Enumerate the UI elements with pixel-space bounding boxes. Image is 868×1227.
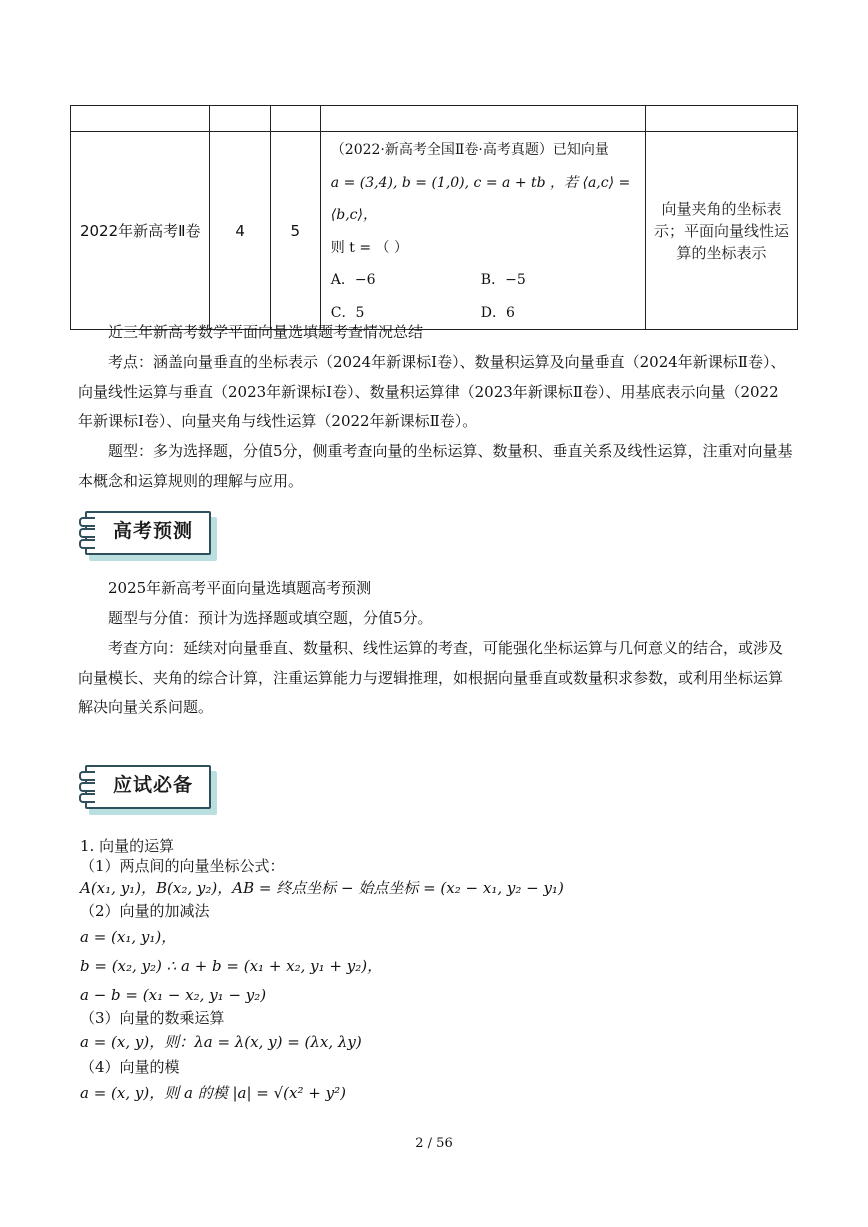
page-number: 2 / 56: [415, 1136, 453, 1151]
options-row-1: [331, 264, 637, 297]
option-c: C．5: [330, 304, 365, 321]
question-ask: 则 t = （ ）: [330, 239, 408, 256]
formula-vector-a: a = (x₁, y₁)，: [80, 928, 177, 946]
table-cell: [71, 106, 210, 132]
forecast-direction: 考查方向：延续对向量垂直、数量积、线性运算的考查，可能强化坐标运算与几何意义的结合，或涉及向量模长、夹角的综合计算，注重运算能力与逻辑推理，如根据向量垂直或数量积求参数，或利用坐标运算解决向量关系问题。: [78, 639, 784, 716]
option-b: B．−5: [480, 272, 526, 288]
section-banner-forecast: [85, 511, 217, 561]
summary-points: 考点：涵盖向量垂直的坐标表示（2024年新课标Ⅰ卷）、数量积运算及向量垂直（2024年新课标Ⅱ卷）、向量线性运算与垂直（2023年新课标Ⅰ卷）、数量积运算律（2023年新课标Ⅱ卷）、用基底表示向量（2022年新课标Ⅰ卷）、向量夹角与线性运算（2022年新课标Ⅱ卷）。: [78, 353, 786, 430]
formula-scalar-multiplication: a = (x, y)，则：λa = λ(x, y) = (λx, λy): [80, 1033, 362, 1051]
question-vectors: a = (3,4), b = (1,0), c = a + tb ，若 ⟨a,c⟩ = ⟨b,c⟩，: [330, 174, 631, 223]
table-cell: [320, 106, 645, 132]
spiral-binding-icon: [79, 528, 95, 538]
question-cell: [320, 132, 645, 330]
option-d: D．6: [480, 304, 515, 321]
exam-table: [70, 105, 798, 330]
spiral-binding-icon: [79, 539, 95, 549]
spiral-binding-icon: [79, 517, 95, 527]
section-title: 高考预测: [113, 520, 194, 542]
summary-heading: 近三年新高考数学平面向量选填题考查情况总结: [108, 323, 424, 341]
table-cell: [270, 106, 320, 132]
option-a: A．−6: [330, 272, 376, 288]
topic-cell: 向量夹角的坐标表示；平面向量线性运算的坐标表示: [646, 132, 798, 330]
section-banner-essentials: [85, 765, 217, 815]
formula-vector-coordinates: A(x₁, y₁)，B(x₂, y₂)，AB = 终点坐标 − 始点坐标 = (x₂ − x₁, y₂ − y₁): [80, 879, 564, 897]
formula-vector-sum: b = (x₂, y₂) ∴ a + b = (x₁ + x₂, y₁ + y₂)，: [80, 957, 383, 975]
essentials-subheading: （2）向量的加减法: [80, 902, 210, 920]
essentials-subheading: （3）向量的数乘运算: [80, 1009, 225, 1027]
table-cell: [646, 106, 798, 132]
table-cell: [210, 106, 270, 132]
spiral-binding-icon: [79, 793, 95, 803]
essentials-heading: 1. 向量的运算: [80, 837, 175, 855]
section-title: 应试必备: [113, 774, 194, 796]
formula-vector-difference: a − b = (x₁ − x₂, y₁ − y₂): [80, 986, 267, 1004]
forecast-heading: 2025年新高考平面向量选填题高考预测: [108, 579, 372, 597]
essentials-subheading: （4）向量的模: [80, 1058, 180, 1076]
spiral-binding-icon: [79, 771, 95, 781]
question-intro: （2022·新高考全国Ⅱ卷·高考真题）已知向量: [330, 142, 609, 158]
exam-name-cell: 2022年新高考Ⅱ卷: [71, 132, 210, 330]
essentials-subheading: （1）两点间的向量坐标公式：: [80, 857, 285, 875]
table-row: [71, 132, 798, 330]
table-row: [71, 106, 798, 132]
spiral-binding-icon: [79, 782, 95, 792]
summary-types: 题型：多为选择题，分值5分，侧重考查向量的坐标运算、数量积、垂直关系及线性运算，注重对向量基本概念和运算规则的理解与应用。: [78, 442, 793, 490]
question-number-cell: 4: [210, 132, 270, 330]
formula-vector-magnitude: a = (x, y)，则 a 的模 |a| = √(x² + y²): [80, 1084, 346, 1102]
forecast-type-score: 题型与分值：预计为选择题或填空题，分值5分。: [108, 609, 433, 627]
score-cell: 5: [270, 132, 320, 330]
